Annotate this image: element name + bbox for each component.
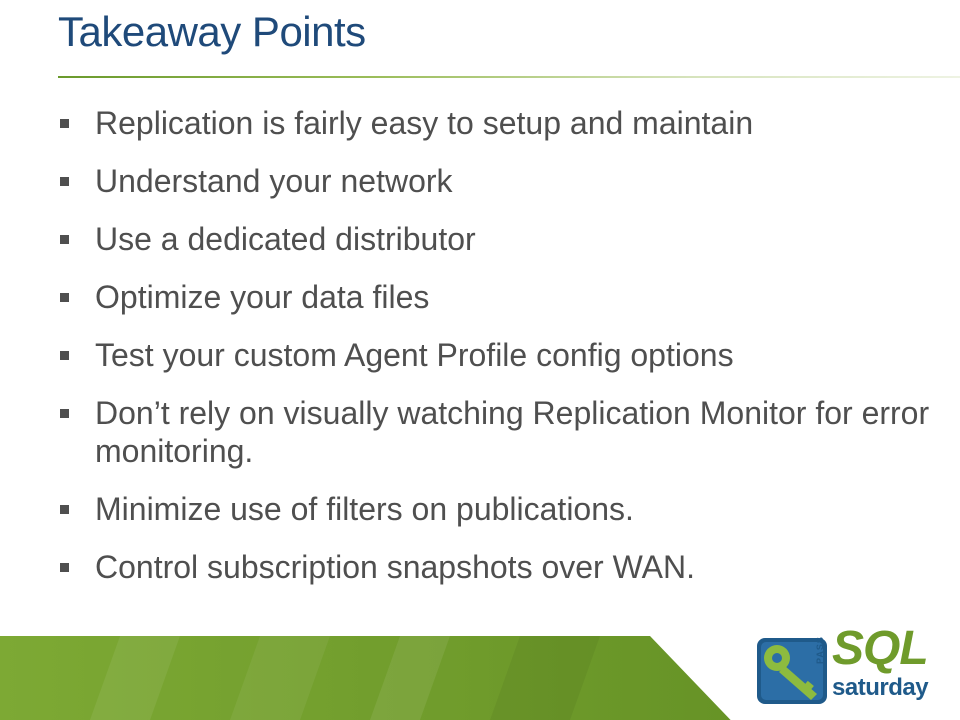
logo-pass-text: PASS (815, 636, 825, 664)
bullet-item (60, 104, 940, 142)
square-bullet-icon (60, 235, 69, 244)
bullet-text: Test your custom Agent Profile config options (95, 337, 734, 373)
bullet-text: Don’t rely on visually watching Replication Monitor for error monitoring. (95, 395, 930, 469)
square-bullet-icon (60, 409, 69, 418)
square-bullet-icon (60, 177, 69, 186)
square-bullet-icon (60, 563, 69, 572)
bullet-text: Replication is fairly easy to setup and maintain (95, 105, 754, 141)
square-bullet-icon (60, 119, 69, 128)
square-bullet-icon (60, 351, 69, 360)
logo-saturday-text: saturday (832, 674, 929, 701)
bullet-item (60, 278, 940, 316)
bullet-item (60, 336, 940, 374)
bullet-item (60, 220, 940, 258)
bullet-item (60, 162, 940, 200)
title-divider (58, 76, 960, 78)
bullet-text: Understand your network (95, 163, 453, 199)
bullet-item (60, 394, 940, 470)
logo-sql-text: SQL (832, 622, 928, 675)
bullet-text: Use a dedicated distributor (95, 221, 476, 257)
bullet-text: Minimize use of filters on publications. (95, 491, 634, 527)
bullet-list (60, 104, 940, 586)
bullet-text: Control subscription snapshots over WAN. (95, 549, 695, 585)
bullet-item (60, 548, 940, 586)
bullet-item (60, 490, 940, 528)
bullet-text: Optimize your data files (95, 279, 430, 315)
slide-title: Takeaway Points (58, 8, 366, 55)
square-bullet-icon (60, 293, 69, 302)
square-bullet-icon (60, 505, 69, 514)
sql-saturday-logo (755, 622, 945, 706)
